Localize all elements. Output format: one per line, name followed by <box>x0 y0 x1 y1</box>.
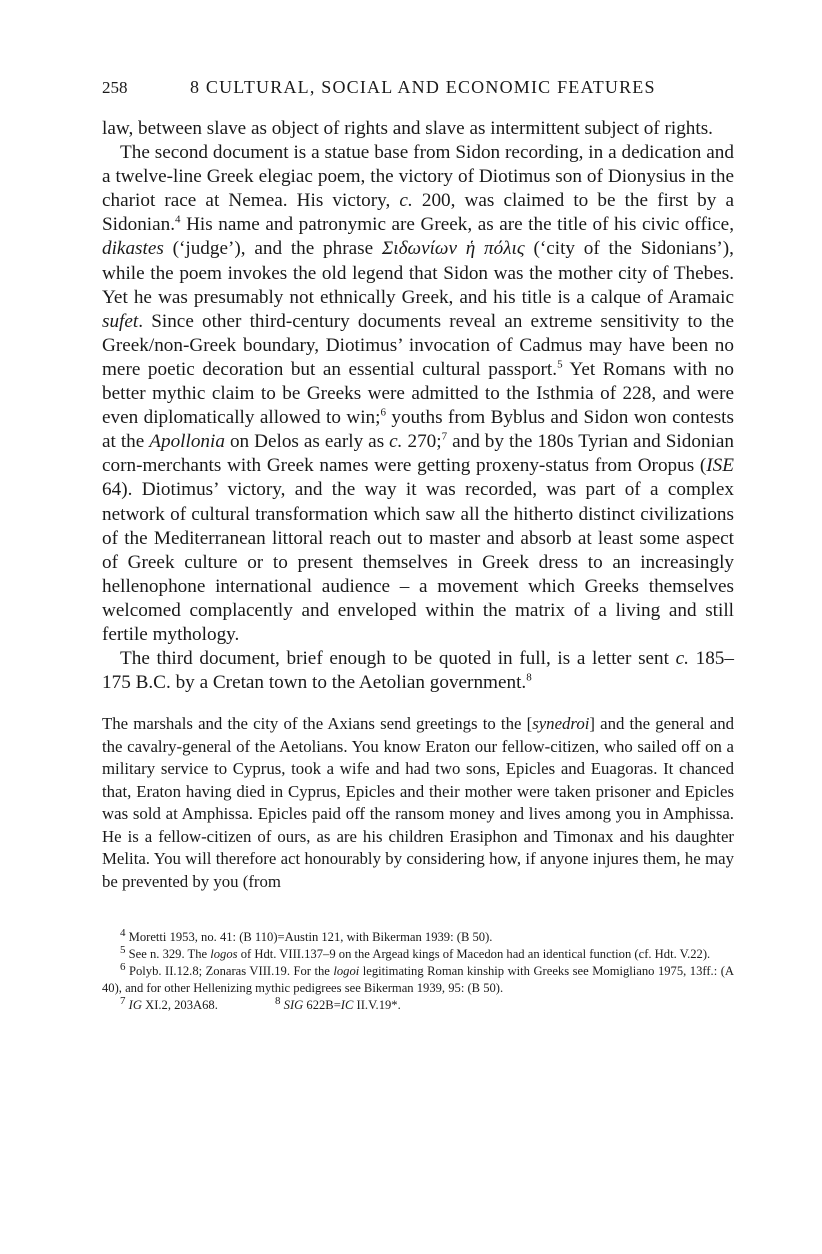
term-synedroi: synedroi <box>532 714 590 734</box>
running-head <box>102 76 734 99</box>
citation-ise: ISE <box>706 455 734 477</box>
footnote-4: 4 Moretti 1953, no. 41: (B 110)=Austin 121, with Bikerman 1939: (B 50). <box>120 927 493 945</box>
circa-abbrev: c. <box>389 431 403 453</box>
term-sufet: sufet <box>102 310 139 332</box>
footnote-5: 5 See n. 329. The logos of Hdt. VIII.137–9 on the Argead kings of Macedon had an identical function (cf. Hdt. V.22). <box>120 944 711 962</box>
paragraph-2: The second document is a statue base from Sidon recording, in a dedication and a twelve-line Greek elegiac poem, the victory of Diotimus son of Dionysius in the chariot race at Nemea. His victory, c. 200, was claimed to be the first by a Sidonian.$^4$ His name and patronymic are Greek, as are the title of his civic office, dikastes (‘judge’), and the phrase Σιδωνίων ἡ πόλις (‘city of the Sidonians’), while the poem invokes the old legend that Sidon was the mother city of Thebes. Yet he was presumably not ethnically Greek, and his title is a calque of Aramaic sufet. Since other third-century documents reveal an extreme sensitivity to the Greek/non-Greek boundary, Diotimus’ invocation of Cadmus may have been no mere poetic decoration but an essential cultural passport.$^5$ Yet Romans with no better mythic claim to be Greeks were admitted to the Isthmia of 228, and were even diplomatically allowed to win;$^6$ youths from Byblus and Sidon won contests at the Apollonia on Delos as early as c. 270;$^7$ and by the 180s Tyrian and Sidonian corn-merchants with Greek names were getting proxeny-status from Oropus (ISE 64). Diotimus’ victory, and the way it was recorded, was part of a complex network of cultural transformation which saw all the hitherto distinct civilizations of the Mediterranean littoral reach out to master and absorb at least some aspect of Greek culture or to present themselves in Greek dress to an increasingly hellenophone international audience – a movement which Greeks themselves welcomed complacently and enveloped within the matrix of a living and still fertile mythology. <box>102 142 734 645</box>
footnote-ref-8[interactable]: 8 <box>526 671 532 684</box>
page-number: 258 <box>102 78 128 97</box>
footnote-ref-7[interactable]: 7 <box>441 430 448 443</box>
term-dikastes: dikastes <box>102 238 164 260</box>
footnote-7: 7 IG XI.2, 203A68. <box>120 995 218 1013</box>
paragraph-3: The third document, brief enough to be quoted in full, is a letter sent c. 185–175 B.C. by a Cretan town to the Aetolian government.$^8$ <box>102 648 734 694</box>
chapter-title: 8 CULTURAL, SOCIAL AND ECONOMIC FEATURES <box>190 77 656 97</box>
page <box>102 76 734 1014</box>
block-quote: The marshals and the city of the Axians send greetings to the [synedroi] and the general and the cavalry-general of the Aetolians. You know Eraton our fellow-citizen, who sailed off on a military service to Cyprus, took a wife and had two sons, Epicles and Euagoras. It chanced that, Eraton having died in Cyprus, Epicles and their mother were taken prisoner and Epicles was sold at Amphissa. Epicles paid off the ransom money and lives among you in Amphissa. He is a fellow-citizen of ours, as are his children Erasiphon and Timonax and his daughter Melita. You will therefore act honourably by considering how, if anyone injures them, he may be prevented by you (from <box>102 714 734 891</box>
paragraph-1: law, between slave as object of rights and slave as intermittent subject of rights. <box>102 118 713 139</box>
footnotes <box>102 929 734 1014</box>
circa-abbrev: c. <box>399 190 413 212</box>
footnotes-7-8 <box>102 997 734 1014</box>
era-abbrev: B.C. <box>135 672 171 694</box>
circa-abbrev: c. <box>675 648 689 670</box>
footnote-ref-5[interactable]: 5 <box>557 358 563 371</box>
footnote-8: 8 SIG 622B=IC II.V.19*. <box>275 995 401 1013</box>
footnote-ref-6[interactable]: 6 <box>380 406 386 419</box>
term-apollonia: Apollonia <box>149 431 225 453</box>
footnote-ref-4[interactable]: 4 <box>175 213 181 226</box>
footnote-6: 6 Polyb. II.12.8; Zonaras VIII.19. For the logoi legitimating Roman kinship with Greeks see Momigliano 1975, 13ff.: (A 40), and for other Hellenizing mythic pedigrees see Bikerman 1939, 95: (B 50). <box>102 961 734 996</box>
greek-phrase: Σιδωνίων ἡ πόλις <box>381 238 525 260</box>
